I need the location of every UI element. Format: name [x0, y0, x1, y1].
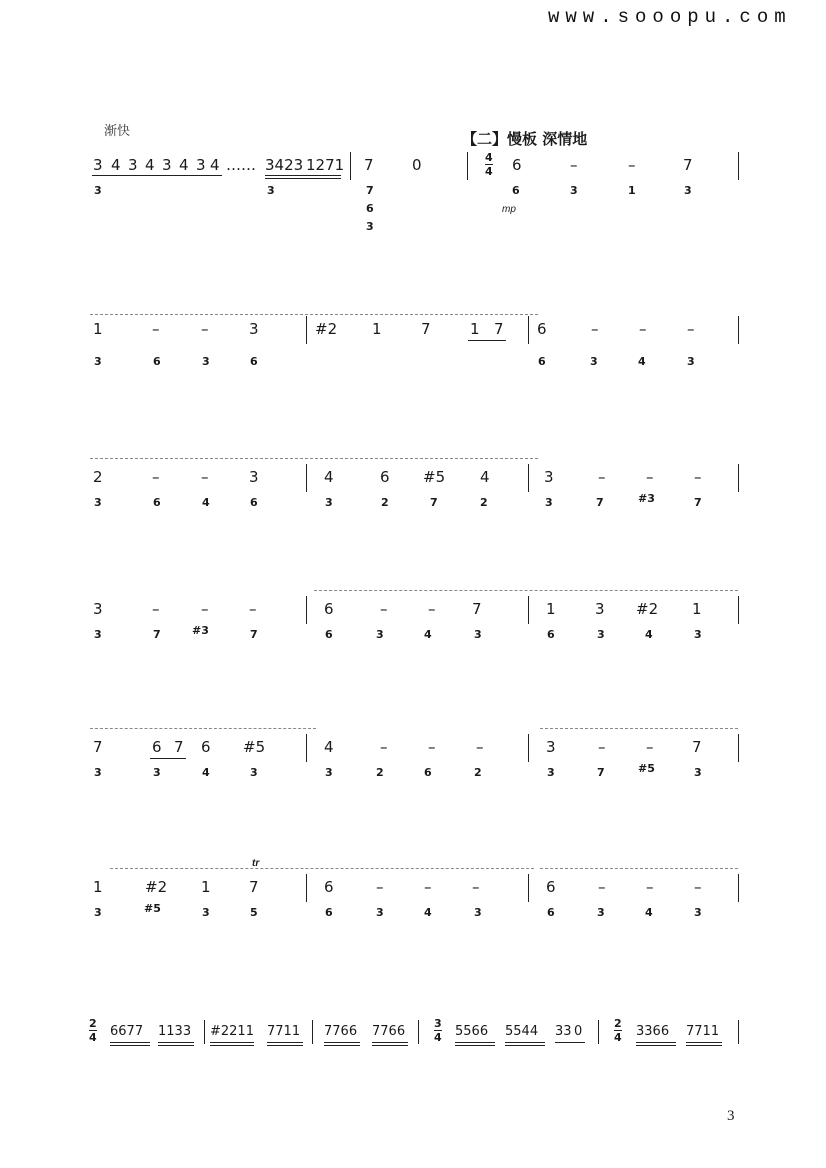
- note-group: 5544: [505, 1024, 539, 1039]
- accomp-note: 7: [596, 496, 604, 509]
- accomp-note: 3: [694, 766, 702, 779]
- note-group: 1133: [158, 1024, 192, 1039]
- accomp-note: 2: [480, 496, 488, 509]
- note-group: 7766: [324, 1024, 358, 1039]
- note: 7: [174, 738, 184, 756]
- accomp-note: #5: [144, 902, 161, 915]
- dash: –: [152, 600, 160, 618]
- accomp-note: 4: [645, 628, 653, 641]
- accomp-note: 6: [250, 496, 258, 509]
- accomp-note: 3: [94, 184, 102, 197]
- accomp-note: 3: [694, 906, 702, 919]
- barline: [418, 1020, 419, 1044]
- note-group: 3366: [636, 1024, 670, 1039]
- barline: [738, 734, 739, 762]
- barline: [738, 464, 739, 492]
- note: 6: [546, 878, 556, 896]
- note-group: 3423: [265, 156, 304, 174]
- barline: [598, 1020, 599, 1044]
- accomp-note: 7: [430, 496, 438, 509]
- note: 6: [324, 878, 334, 896]
- note: #2: [315, 320, 338, 338]
- dash: –: [424, 878, 432, 896]
- accomp-note: 3: [202, 355, 210, 368]
- barline: [306, 464, 307, 492]
- accomp-note: 6: [325, 906, 333, 919]
- trill-mark: tr: [252, 858, 260, 869]
- dash: –: [598, 738, 606, 756]
- dash: –: [380, 600, 388, 618]
- note-group: 7766: [372, 1024, 406, 1039]
- accomp-note: 2: [376, 766, 384, 779]
- accomp-note: 3: [153, 766, 161, 779]
- accomp-note: 4: [202, 766, 210, 779]
- dash: –: [201, 320, 209, 338]
- note-group: 7711: [267, 1024, 301, 1039]
- note: 6: [380, 468, 390, 486]
- accomp-note: 7: [597, 766, 605, 779]
- accomp-note: 3: [94, 628, 102, 641]
- note: 3: [93, 600, 103, 618]
- barline: [306, 316, 307, 344]
- note: 1: [93, 878, 103, 896]
- accomp-note: 7: [366, 184, 374, 197]
- note: #5: [423, 468, 446, 486]
- barline: [312, 1020, 313, 1044]
- accomp-note: 3: [684, 184, 692, 197]
- dash: –: [428, 738, 436, 756]
- dash: –: [428, 600, 436, 618]
- note: 3: [93, 156, 103, 174]
- accomp-note: 6: [250, 355, 258, 368]
- note-group: #2211: [210, 1024, 254, 1039]
- note: 7: [683, 156, 693, 174]
- accomp-note: 3: [325, 766, 333, 779]
- note-group: 1271: [306, 156, 345, 174]
- accomp-note: 2: [474, 766, 482, 779]
- dash: –: [646, 468, 654, 486]
- dash: –: [694, 468, 702, 486]
- note: 6: [512, 156, 522, 174]
- time-signature: 3 4: [434, 1017, 442, 1044]
- note: 3: [249, 468, 259, 486]
- accomp-note: 6: [424, 766, 432, 779]
- barline: [204, 1020, 205, 1044]
- note: 7: [692, 738, 702, 756]
- page-number: 3: [727, 1108, 735, 1124]
- dash: –: [646, 738, 654, 756]
- barline: [306, 734, 307, 762]
- note: 4: [324, 468, 334, 486]
- dash: –: [380, 738, 388, 756]
- accomp-note: 3: [250, 766, 258, 779]
- note: 7: [249, 878, 259, 896]
- accomp-note: 4: [424, 906, 432, 919]
- note: 4: [111, 156, 121, 174]
- accomp-note: 3: [94, 766, 102, 779]
- accomp-note: 3: [545, 496, 553, 509]
- accomp-note: 3: [376, 628, 384, 641]
- note: 1: [372, 320, 382, 338]
- dash: –: [570, 156, 578, 174]
- rest: 0: [574, 1024, 583, 1039]
- dash: –: [201, 600, 209, 618]
- accomp-note: 3: [694, 628, 702, 641]
- dash: –: [598, 878, 606, 896]
- accomp-note: 4: [202, 496, 210, 509]
- note-group: 33: [555, 1024, 572, 1039]
- note: 1: [93, 320, 103, 338]
- dash: –: [152, 468, 160, 486]
- barline: [306, 874, 307, 902]
- note: 6: [324, 600, 334, 618]
- note: 1: [692, 600, 702, 618]
- note: 1: [201, 878, 211, 896]
- staff-line-5: [0, 728, 826, 818]
- note-group: 5566: [455, 1024, 489, 1039]
- accomp-note: 3: [547, 766, 555, 779]
- accomp-note: 3: [590, 355, 598, 368]
- accomp-note: 3: [202, 906, 210, 919]
- time-signature: 2 4: [89, 1017, 97, 1044]
- accomp-note: 6: [153, 355, 161, 368]
- accomp-note: 6: [325, 628, 333, 641]
- accomp-note: 3: [474, 906, 482, 919]
- note: 2: [93, 468, 103, 486]
- accomp-note: 4: [638, 355, 646, 368]
- note: #2: [636, 600, 659, 618]
- note: 4: [210, 156, 220, 174]
- dash: –: [694, 878, 702, 896]
- rest: 0: [412, 156, 422, 174]
- accomp-note: 7: [153, 628, 161, 641]
- dash: –: [598, 468, 606, 486]
- dash: –: [591, 320, 599, 338]
- time-signature: 4 4: [485, 151, 493, 178]
- barline: [528, 316, 529, 344]
- barline: [467, 152, 468, 180]
- note: 3: [595, 600, 605, 618]
- dash: –: [376, 878, 384, 896]
- note: 3: [249, 320, 259, 338]
- barline: [350, 152, 351, 180]
- barline: [738, 1020, 739, 1044]
- accomp-note: 3: [376, 906, 384, 919]
- accomp-note: 6: [538, 355, 546, 368]
- note: 4: [145, 156, 155, 174]
- note: 3: [196, 156, 206, 174]
- note: 4: [324, 738, 334, 756]
- barline: [738, 874, 739, 902]
- note: 7: [494, 320, 504, 338]
- dash: –: [472, 878, 480, 896]
- accomp-note: 3: [94, 906, 102, 919]
- accomp-note: 3: [94, 355, 102, 368]
- accomp-note: 3: [570, 184, 578, 197]
- accomp-note: 7: [250, 628, 258, 641]
- accomp-note: 4: [424, 628, 432, 641]
- accomp-note: 6: [153, 496, 161, 509]
- note: 6: [537, 320, 547, 338]
- dash: –: [152, 320, 160, 338]
- accomp-note: 6: [366, 202, 374, 215]
- note: 1: [470, 320, 480, 338]
- accomp-note: 4: [645, 906, 653, 919]
- dash: –: [249, 600, 257, 618]
- note-group: 6677: [110, 1024, 144, 1039]
- accomp-note: 3: [366, 220, 374, 233]
- accomp-note: 6: [512, 184, 520, 197]
- dash: –: [646, 878, 654, 896]
- accomp-note: #3: [638, 492, 655, 505]
- barline: [738, 152, 739, 180]
- note-group: 7711: [686, 1024, 720, 1039]
- dash: –: [201, 468, 209, 486]
- staff-line-3: [0, 458, 826, 548]
- accomp-note: 2: [381, 496, 389, 509]
- time-signature: 2 4: [614, 1017, 622, 1044]
- barline: [738, 596, 739, 624]
- dash: –: [639, 320, 647, 338]
- accomp-note: 3: [597, 906, 605, 919]
- accomp-note: 3: [597, 628, 605, 641]
- accomp-note: 7: [694, 496, 702, 509]
- ellipsis: ……: [226, 156, 256, 174]
- accomp-note: 3: [474, 628, 482, 641]
- barline: [738, 316, 739, 344]
- dynamics-mark: mp: [502, 204, 516, 215]
- note: #2: [145, 878, 168, 896]
- note: 3: [162, 156, 172, 174]
- dash: –: [687, 320, 695, 338]
- staff-line-1: [0, 140, 826, 233]
- note: 3: [128, 156, 138, 174]
- barline: [528, 464, 529, 492]
- barline: [306, 596, 307, 624]
- accomp-note: 5: [250, 906, 258, 919]
- note: 7: [472, 600, 482, 618]
- accomp-note: 3: [325, 496, 333, 509]
- note: 3: [546, 738, 556, 756]
- accomp-note: #3: [192, 624, 209, 637]
- accomp-note: 3: [687, 355, 695, 368]
- note: 7: [364, 156, 374, 174]
- staff-line-6: [0, 858, 826, 948]
- accomp-note: 1: [628, 184, 636, 197]
- dash: –: [628, 156, 636, 174]
- staff-line-2: [0, 310, 826, 400]
- tempo-mark: 渐快: [104, 123, 131, 138]
- accomp-note: 3: [94, 496, 102, 509]
- accomp-note: 6: [547, 906, 555, 919]
- accomp-note: 6: [547, 628, 555, 641]
- watermark: www.sooopu.com: [548, 6, 792, 28]
- barline: [528, 874, 529, 902]
- section-title: 【二】慢板 深情地: [462, 130, 588, 148]
- note: 7: [93, 738, 103, 756]
- accomp-note: 3: [267, 184, 275, 197]
- note: 1: [546, 600, 556, 618]
- note: 6: [201, 738, 211, 756]
- note: #5: [243, 738, 266, 756]
- staff-line-4: [0, 590, 826, 680]
- note: 6: [152, 738, 162, 756]
- note: 7: [421, 320, 431, 338]
- note: 4: [179, 156, 189, 174]
- accomp-note: #5: [638, 762, 655, 775]
- dash: –: [476, 738, 484, 756]
- note: 3: [544, 468, 554, 486]
- note: 4: [480, 468, 490, 486]
- barline: [528, 734, 529, 762]
- staff-line-7: [0, 1010, 826, 1100]
- barline: [528, 596, 529, 624]
